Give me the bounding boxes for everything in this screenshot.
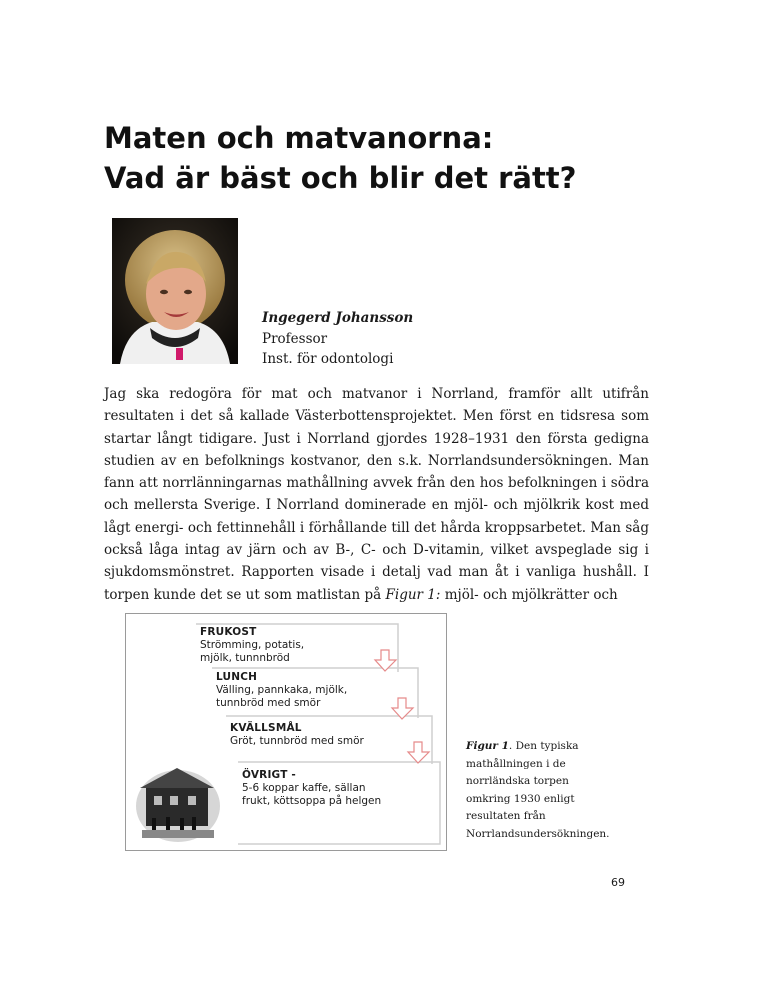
author-portrait <box>112 218 238 364</box>
step-heading: ÖVRIGT - <box>242 769 296 781</box>
caption-label: Figur 1 <box>466 740 509 752</box>
body-text-main: Jag ska redogöra för mat och matvanor i Norrland, framför allt utifrån resultaten i det så kallade Västerbottensprojektet. Men först en tidsresa som startar långt tidigare. Just i Norrland gjordes 1928–1931 den första gedigna studien av en befolknings kostvanor, den s.k. Norrlandsundersökningen. Man fann att norrlänningarnas mathållning avvek från den hos befolkningen i södra och mellersta Sverige. I Norrland dominerade en mjöl- och mjölkrik kost med lågt energi- och fettinnehåll i förhållande till det hårda kroppsarbetet. Man såg också låga intag av järn och av B-, C- och D-vitamin, vilket avspeglade sig i sjukdomsmönstret. Rapporten visade i detalj vad man åt i vanliga hushåll. I torpen kunde det se ut som matlistan på <box>104 386 649 603</box>
step-text: Strömming, potatis, <box>200 639 305 651</box>
figure-step-lunch <box>216 671 347 710</box>
step-text: Välling, pannkaka, mjölk, <box>216 684 348 696</box>
author-department: Inst. för odontologi <box>262 351 394 367</box>
body-text-end: mjöl- och mjölkrätter och <box>440 586 618 603</box>
figure-step-kvallsmal <box>230 722 364 748</box>
step-text: frukt, köttsoppa på helgen <box>242 795 382 807</box>
portrait-photo <box>112 218 238 364</box>
figure-step-ovrigt <box>242 769 381 808</box>
step-text: Gröt, tunnbröd med smör <box>230 735 364 747</box>
body-paragraph <box>104 383 649 606</box>
step-text: mjölk, tunnnbröd <box>200 652 290 664</box>
author-info <box>262 308 413 370</box>
step-heading: KVÄLLSMÅL <box>230 722 302 734</box>
step-text: 5-6 koppar kaffe, sällan <box>242 782 366 794</box>
figure-reference: Figur 1: <box>385 586 441 603</box>
caption-text: . Den typiska mathållningen i de norrländska torpen omkring 1930 enligt resultaten från Norrlandsundersökningen. <box>466 740 610 840</box>
title-line-2: Vad är bäst och blir det rätt? <box>104 161 577 195</box>
step-heading: LUNCH <box>216 671 258 683</box>
author-name: Ingegerd Johansson <box>262 310 414 326</box>
figure-1 <box>125 613 447 851</box>
arrow-down-icon <box>408 742 429 763</box>
title-line-1: Maten och matvanorna: <box>104 121 494 155</box>
step-text: tunnbröd med smör <box>216 697 321 709</box>
figure-caption <box>466 738 616 843</box>
article-title <box>104 118 664 198</box>
author-role: Professor <box>262 330 328 347</box>
torp-photo-icon <box>136 768 220 842</box>
step-heading: FRUKOST <box>200 626 257 638</box>
page-number: 69 <box>611 876 625 889</box>
figure-step-frukost <box>200 626 304 665</box>
